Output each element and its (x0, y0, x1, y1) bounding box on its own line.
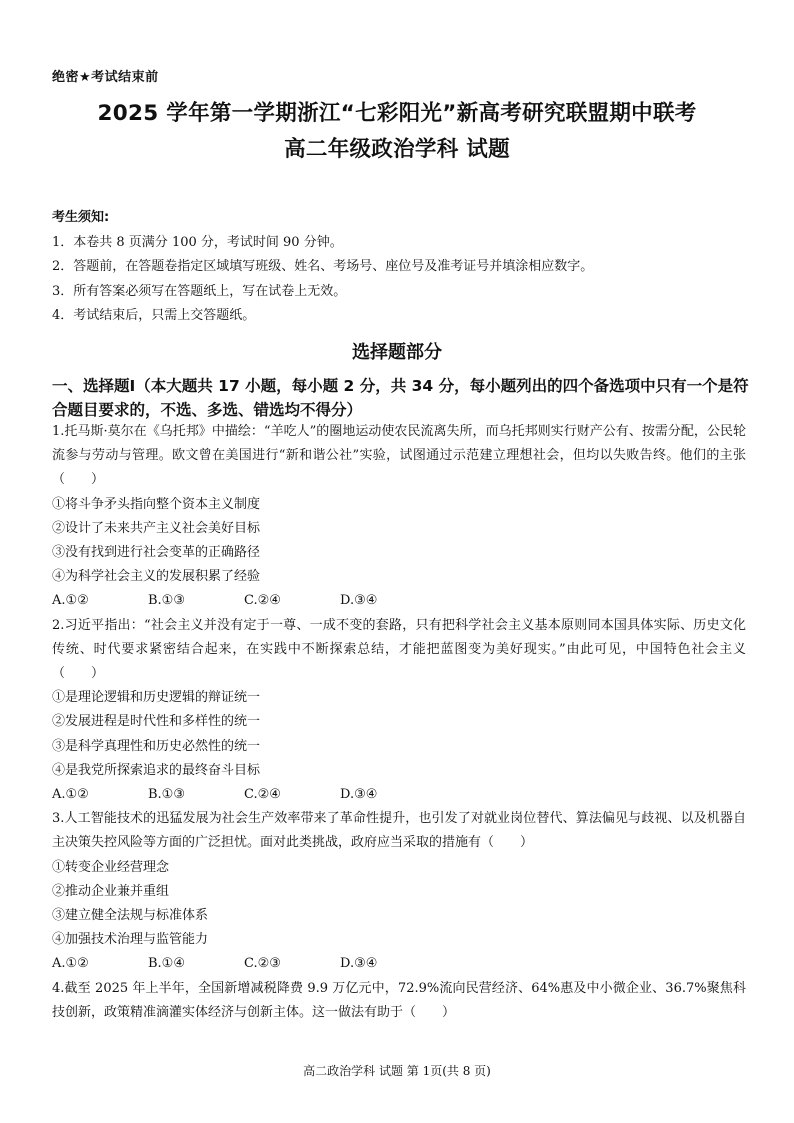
choice-b: B.①③ (148, 593, 185, 609)
statement-item: ③建立健全法规与标准体系 (52, 908, 209, 924)
choice-d: D.③④ (340, 956, 378, 972)
statement-item: ③没有找到进行社会变革的正确路径 (52, 545, 261, 561)
candidate-notice (52, 206, 752, 329)
answer-choices (52, 952, 746, 976)
confidential-mark: 绝密★考试结束前 (52, 70, 159, 85)
choice-b: B.①③ (148, 787, 185, 803)
page-footer: 高二政治学科 试题 第 1页(共 8 页) (303, 1064, 491, 1078)
notice-item: 4．考试结束后，只需上交答题纸。 (52, 308, 256, 323)
question-stem: 1.托马斯·莫尔在《乌托邦》中描绘：“羊吃人”的圈地运动使农民流离失所，而乌托邦则实行财产公有、按需分配，公民轮流参与劳动与管理。欧文曾在美国进行“新和谐公社”实验，试图通过示范建立理想社会，但均以失败告终。他们的主张（ ） (52, 424, 746, 488)
choice-c: C.②④ (244, 787, 281, 803)
section-title: 选择题部分 (352, 342, 442, 363)
statement-item: ②推动企业兼并重组 (52, 883, 170, 899)
choice-a: A.①② (52, 787, 89, 803)
question-3 (52, 807, 746, 976)
answer-choices (52, 589, 746, 613)
choice-d: D.③④ (340, 787, 378, 803)
statement-item: ④加强技术治理与监管能力 (52, 932, 209, 948)
choice-b: B.①④ (148, 956, 185, 972)
statement-item: ④是我党所探索追求的最终奋斗目标 (52, 762, 261, 778)
notice-item: 1．本卷共 8 页满分 100 分，考试时间 90 分钟。 (52, 234, 343, 250)
question-1 (52, 420, 746, 614)
statement-item: ④为科学社会主义的发展积累了经验 (52, 569, 261, 585)
statement-item: ①转变企业经营理念 (52, 859, 170, 875)
notice-item: 2．答题前，在答题卷指定区域填写班级、姓名、考场号、座位号及准考证号并填涂相应数字。 (52, 259, 594, 274)
question-2 (52, 614, 746, 808)
choice-c: C.②③ (244, 956, 281, 972)
statement-item: ②发展进程是时代性和多样性的统一 (52, 714, 261, 730)
question-stem: 2.习近平指出：“社会主义并没有定于一尊、一成不变的套路，只有把科学社会主义基本原则同本国具体实际、历史文化传统、时代要求紧密结合起来，在实践中不断探索总结，才能把蓝图变为美好现实。”由此可见，中国特色社会主义（ ） (52, 617, 746, 682)
exam-subtitle: 高二年级政治学科 试题 (284, 137, 510, 162)
choice-a: A.①② (52, 593, 89, 609)
question-4 (52, 977, 746, 1025)
statement-item: ①将斗争矛头指向整个资本主义制度 (52, 496, 261, 512)
answer-choices (52, 783, 746, 807)
choice-a: A.①② (52, 956, 89, 972)
choice-c: C.②④ (244, 593, 281, 609)
exam-title: 2025 学年第一学期浙江“七彩阳光”新高考研究联盟期中联考 (97, 101, 697, 126)
notice-heading: 考生须知: (52, 210, 110, 225)
part-heading: 一、选择题Ⅰ（本大题共 17 小题，每小题 2 分，共 34 分，每小题列出的四个备选项中只有一个是符合题目要求的，不选、多选、错选均不得分） (52, 377, 749, 419)
question-stem: 3.人工智能技术的迅猛发展为社会生产效率带来了革命性提升，也引发了对就业岗位替代、算法偏见与歧视、以及机器自主决策失控风险等方面的广泛担忧。面对此类挑战，政府应当采取的措施有（ ） (52, 811, 746, 851)
choice-d: D.③④ (340, 593, 378, 609)
question-stem: 4.截至 2025 年上半年，全国新增减税降费 9.9 万亿元中，72.9%流向民营经济、64%惠及中小微企业、36.7%聚焦科技创新，政策精准滴灌实体经济与创新主体。这一做法有助于（ ） (52, 980, 746, 1020)
statement-item: ②设计了未来共产主义社会美好目标 (52, 520, 261, 536)
statement-item: ①是理论逻辑和历史逻辑的辩证统一 (52, 690, 261, 706)
statement-item: ③是科学真理性和历史必然性的统一 (52, 738, 261, 754)
question-list (52, 420, 746, 1025)
notice-item: 3．所有答案必须写在答题纸上，写在试卷上无效。 (52, 283, 347, 299)
